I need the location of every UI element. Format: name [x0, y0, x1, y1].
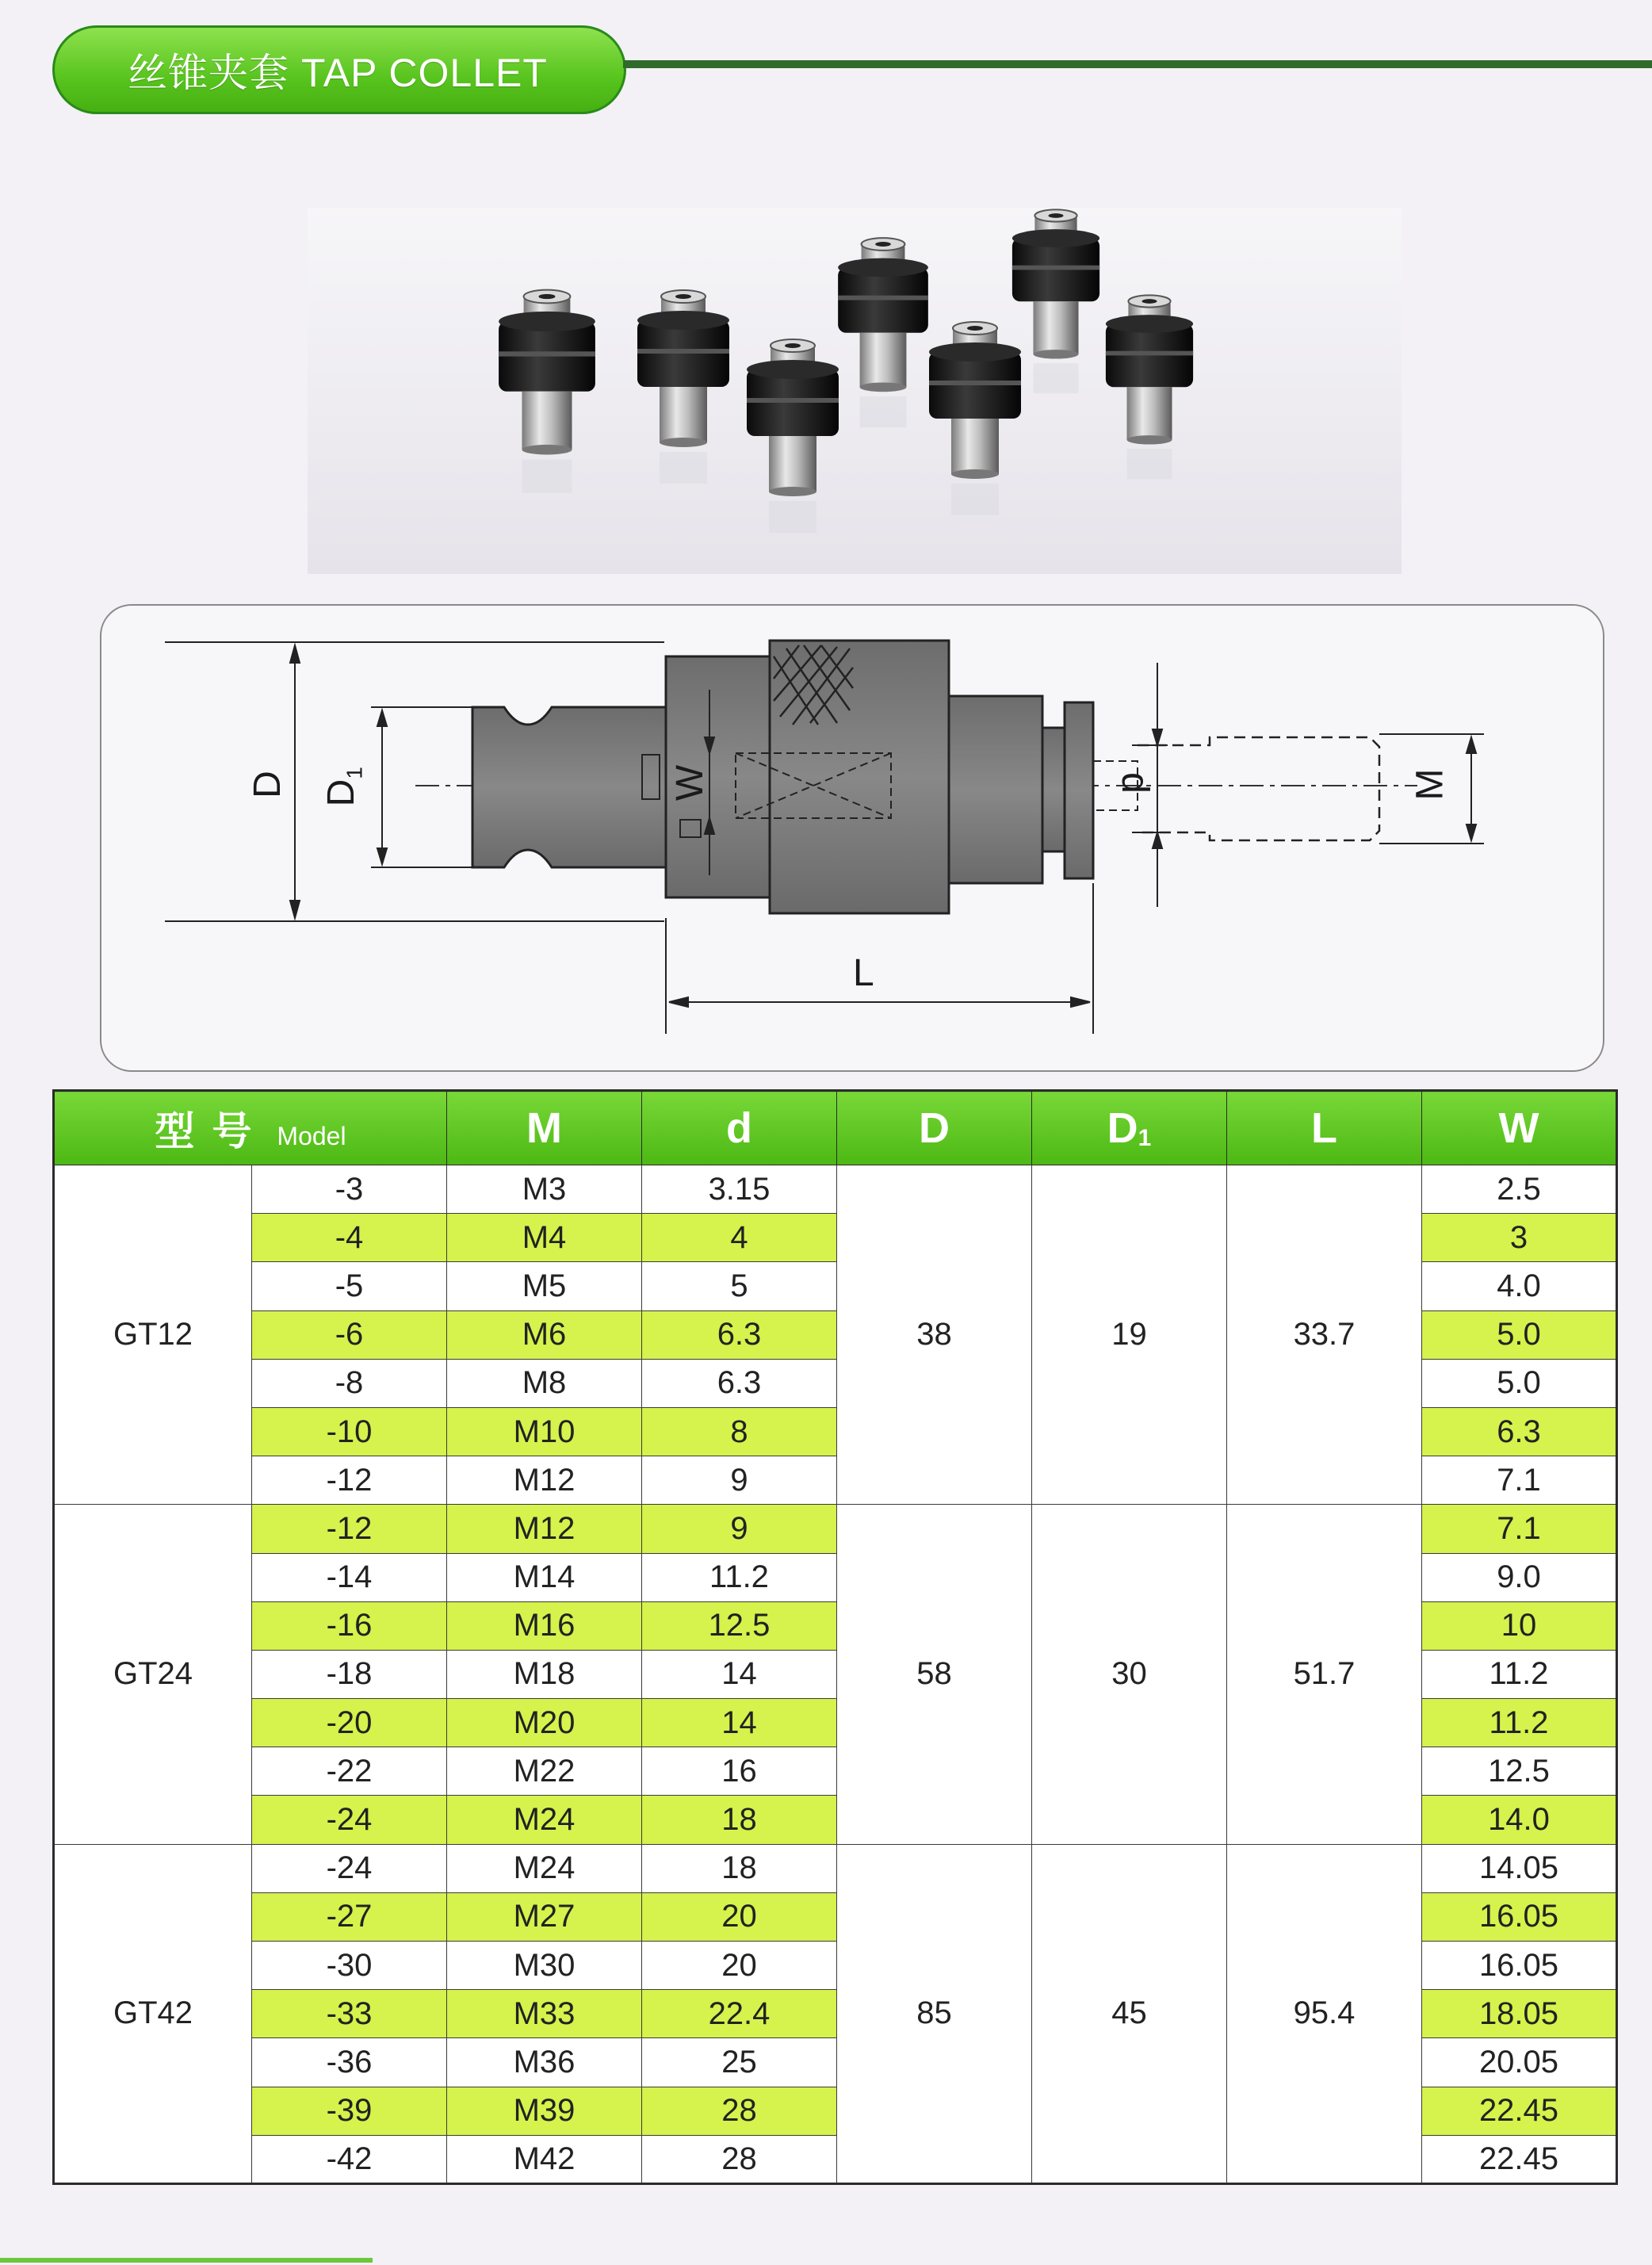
dim-label-D: D [246, 771, 289, 798]
D-cell: 38 [837, 1165, 1032, 1505]
thread-M-cell: M12 [447, 1505, 642, 1553]
model-cell: -39 [252, 2087, 447, 2135]
square-W-cell: 9.0 [1422, 1553, 1617, 1601]
model-cell: -8 [252, 1359, 447, 1407]
shank-d-cell: 25 [642, 2038, 837, 2087]
D-cell: 58 [837, 1505, 1032, 1844]
model-cell: -16 [252, 1601, 447, 1650]
shank-d-cell: 12.5 [642, 1601, 837, 1650]
table-header-row [54, 1091, 1617, 1165]
square-W-cell: 11.2 [1422, 1650, 1617, 1698]
thread-M-cell: M4 [447, 1214, 642, 1262]
shank-d-cell: 14 [642, 1650, 837, 1698]
L-cell: 33.7 [1227, 1165, 1422, 1505]
thread-M-cell: M10 [447, 1407, 642, 1456]
model-cell: -24 [252, 1844, 447, 1892]
dim-label-M: M [1409, 768, 1451, 801]
thread-M-cell: M18 [447, 1650, 642, 1698]
model-cell: -12 [252, 1456, 447, 1505]
model-cell: -3 [252, 1165, 447, 1214]
thread-M-cell: M33 [447, 1990, 642, 2038]
model-cell: -6 [252, 1310, 447, 1359]
col-header-d: d [642, 1091, 837, 1165]
product-photo [308, 208, 1402, 574]
thread-M-cell: M30 [447, 1942, 642, 1990]
col-header-D1: $D_1$ [1032, 1091, 1227, 1165]
shank-d-cell: 11.2 [642, 1553, 837, 1601]
collet-photo-item [1012, 209, 1099, 393]
thread-M-cell: M20 [447, 1699, 642, 1747]
thread-M-cell: M16 [447, 1601, 642, 1650]
square-W-cell: 6.3 [1422, 1407, 1617, 1456]
model-cell: -36 [252, 2038, 447, 2087]
group-name-cell: GT42 [54, 1844, 252, 2183]
dim-label-D1: $D_1$ [319, 767, 367, 807]
square-W-cell: 3 [1422, 1214, 1617, 1262]
square-W-cell: 7.1 [1422, 1505, 1617, 1553]
page-title: 丝锥夹套 TAP COLLET [128, 51, 548, 95]
collet-photo-item [929, 322, 1021, 515]
square-W-cell: 7.1 [1422, 1456, 1617, 1505]
square-W-cell: 4.0 [1422, 1262, 1617, 1310]
model-cell: -4 [252, 1214, 447, 1262]
square-W-cell: 14.0 [1422, 1796, 1617, 1844]
shank-d-cell: 6.3 [642, 1359, 837, 1407]
model-cell: -5 [252, 1262, 447, 1310]
shank-d-cell: 5 [642, 1262, 837, 1310]
square-W-cell: 5.0 [1422, 1310, 1617, 1359]
table-body [54, 1165, 1617, 2184]
square-W-cell: 16.05 [1422, 1942, 1617, 1990]
thread-M-cell: M5 [447, 1262, 642, 1310]
model-cell: -22 [252, 1747, 447, 1796]
footer-line [0, 2258, 373, 2263]
shank-d-cell: 28 [642, 2135, 837, 2183]
group-name-cell: GT12 [54, 1165, 252, 1505]
thread-M-cell: M39 [447, 2087, 642, 2135]
shank-d-cell: 14 [642, 1699, 837, 1747]
model-cell: -42 [252, 2135, 447, 2183]
dim-label-d: d [1113, 772, 1156, 794]
thread-M-cell: M12 [447, 1456, 642, 1505]
square-W-cell: 20.05 [1422, 2038, 1617, 2087]
model-cell: -30 [252, 1942, 447, 1990]
shank-d-cell: 20 [642, 1892, 837, 1941]
model-cell: -24 [252, 1796, 447, 1844]
shank-d-cell: 9 [642, 1505, 837, 1553]
dim-label-L: L [853, 952, 874, 994]
L-cell: 51.7 [1227, 1505, 1422, 1844]
square-W-cell: 5.0 [1422, 1359, 1617, 1407]
col-header-D: D [837, 1091, 1032, 1165]
model-cell: -20 [252, 1699, 447, 1747]
thread-M-cell: M36 [447, 2038, 642, 2087]
square-W-cell: 14.05 [1422, 1844, 1617, 1892]
D-cell: 85 [837, 1844, 1032, 2183]
collet-photo-item [838, 238, 928, 427]
square-W-cell: 12.5 [1422, 1747, 1617, 1796]
D1-cell: 30 [1032, 1505, 1227, 1844]
table-row [54, 1505, 1617, 1553]
thread-M-cell: M24 [447, 1796, 642, 1844]
square-W-cell: 2.5 [1422, 1165, 1617, 1214]
D1-cell: 19 [1032, 1165, 1227, 1505]
col-header-L: L [1227, 1091, 1422, 1165]
shank-d-cell: 18 [642, 1796, 837, 1844]
model-cell: -18 [252, 1650, 447, 1698]
thread-M-cell: M14 [447, 1553, 642, 1601]
thread-M-cell: M24 [447, 1844, 642, 1892]
model-cell: -33 [252, 1990, 447, 2038]
square-W-cell: 22.45 [1422, 2087, 1617, 2135]
square-W-cell: 10 [1422, 1601, 1617, 1650]
model-cell: -27 [252, 1892, 447, 1941]
shank-d-cell: 22.4 [642, 1990, 837, 2038]
col-header-W: W [1422, 1091, 1617, 1165]
collet-photo-item [1106, 295, 1193, 479]
L-cell: 95.4 [1227, 1844, 1422, 2183]
square-W-cell: 11.2 [1422, 1699, 1617, 1747]
header-divider [623, 60, 1652, 68]
shank-d-cell: 28 [642, 2087, 837, 2135]
spec-table [52, 1089, 1618, 2185]
thread-M-cell: M3 [447, 1165, 642, 1214]
table-row [54, 1165, 1617, 1214]
thread-M-cell: M42 [447, 2135, 642, 2183]
collets-illustration [308, 208, 1402, 574]
shank-d-cell: 6.3 [642, 1310, 837, 1359]
collet-photo-item [637, 290, 729, 484]
collet-photo-item [747, 339, 839, 533]
thread-M-cell: M27 [447, 1892, 642, 1941]
dim-label-W: W [669, 764, 712, 802]
shank-d-cell: 16 [642, 1747, 837, 1796]
col-header-model: 型号 Model [54, 1091, 447, 1165]
shank-d-cell: 4 [642, 1214, 837, 1262]
collet-photo-item [499, 290, 595, 493]
shank-d-cell: 8 [642, 1407, 837, 1456]
col-header-M: M [447, 1091, 642, 1165]
square-W-cell: 16.05 [1422, 1892, 1617, 1941]
page-header [52, 25, 626, 114]
collet-drawing [101, 606, 1606, 1073]
model-cell: -12 [252, 1505, 447, 1553]
square-W-cell: 22.45 [1422, 2135, 1617, 2183]
thread-M-cell: M8 [447, 1359, 642, 1407]
model-cell: -14 [252, 1553, 447, 1601]
square-W-cell: 18.05 [1422, 1990, 1617, 2038]
shank-d-cell: 9 [642, 1456, 837, 1505]
technical-diagram [100, 604, 1604, 1072]
thread-M-cell: M6 [447, 1310, 642, 1359]
shank-d-cell: 3.15 [642, 1165, 837, 1214]
D1-cell: 45 [1032, 1844, 1227, 2183]
model-cell: -10 [252, 1407, 447, 1456]
shank-d-cell: 18 [642, 1844, 837, 1892]
thread-M-cell: M22 [447, 1747, 642, 1796]
group-name-cell: GT24 [54, 1505, 252, 1844]
table-row [54, 1844, 1617, 1892]
shank-d-cell: 20 [642, 1942, 837, 1990]
